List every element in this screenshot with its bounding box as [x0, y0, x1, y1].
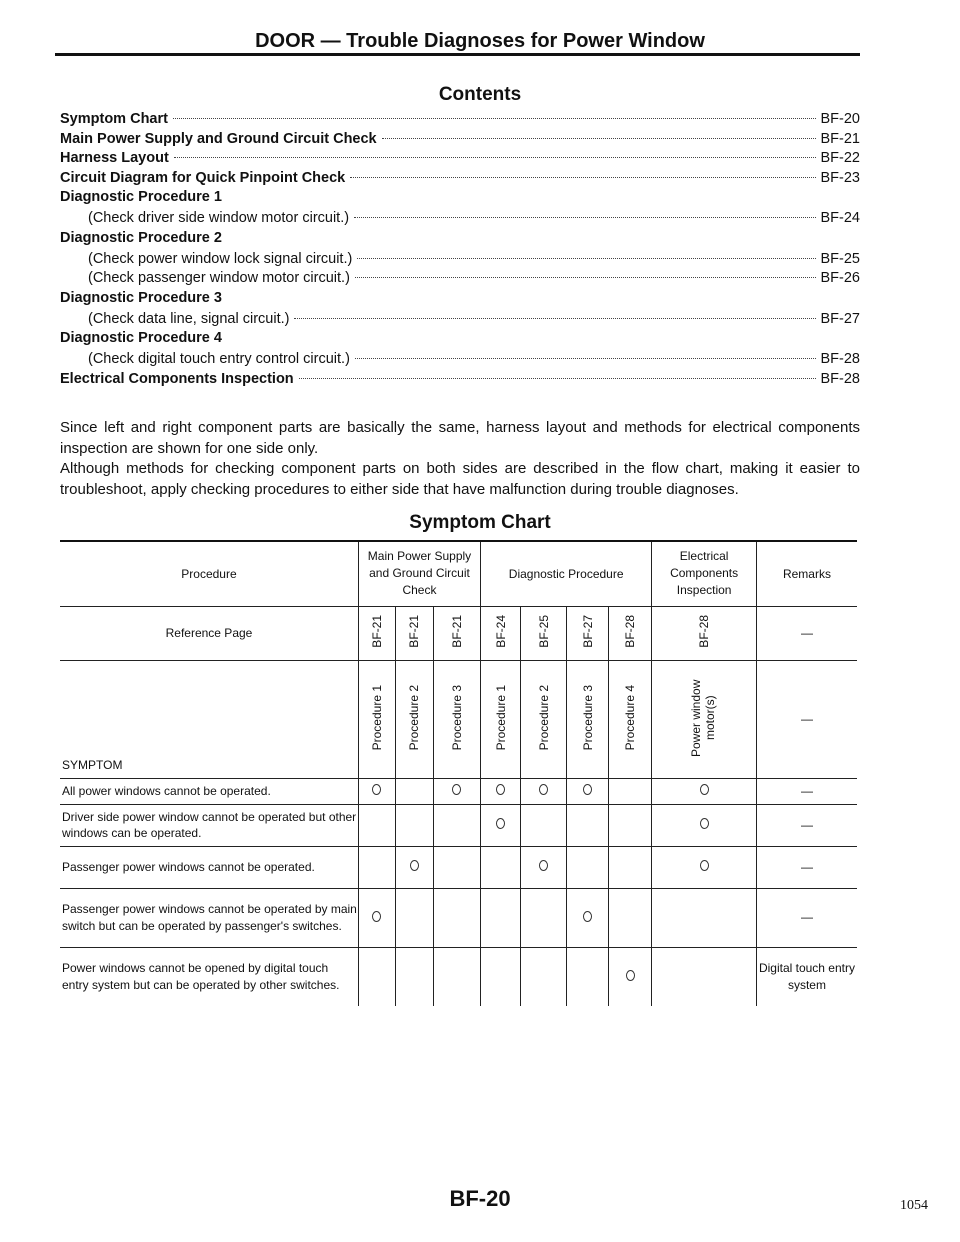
symptom-mark-cell — [652, 804, 757, 846]
toc-heading: Diagnostic Procedure 2 — [60, 229, 222, 246]
toc-entry-label: (Check data line, signal circuit.) — [88, 310, 290, 327]
check-circle-icon — [700, 784, 709, 795]
symptom-mark-cell — [433, 947, 480, 1006]
reference-page-value: BF-21 — [449, 615, 464, 648]
toc-heading: Diagnostic Procedure 3 — [60, 289, 222, 306]
symptom-mark-cell — [358, 947, 395, 1006]
toc-leader-dots — [174, 157, 816, 158]
check-circle-icon — [539, 784, 548, 795]
toc-leader-dots — [173, 118, 816, 119]
toc-leader-dots — [354, 217, 815, 218]
check-circle-icon — [410, 860, 419, 871]
symptom-mark-cell — [567, 888, 609, 947]
toc-entry-label: (Check digital touch entry control circuit.) — [88, 351, 350, 367]
symptom-mark-cell — [481, 846, 521, 888]
intro-paragraph-1: Since left and right component parts are basically the same, harness layout and methods for electrical components inspection are shown for one side only. — [60, 419, 860, 457]
remarks-header: Remarks — [756, 541, 857, 606]
item-remark: — — [756, 660, 857, 778]
reference-page-value: BF-21 — [407, 615, 422, 648]
toc-heading: Diagnostic Procedure 1 — [60, 189, 222, 205]
symptom-mark-cell — [609, 947, 652, 1006]
procedure-item-cell — [652, 660, 757, 778]
toc-entry-page: BF-28 — [820, 370, 860, 387]
electrical-components-header: Electrical Components Inspection — [652, 541, 757, 606]
page-footer-label: BF-20 — [449, 1186, 511, 1211]
main-power-header: Main Power Supply and Ground Circuit Check — [358, 541, 480, 606]
symptom-mark-cell — [567, 846, 609, 888]
symptom-mark-cell — [481, 888, 521, 947]
symptom-mark-cell — [395, 888, 433, 947]
toc-entry[interactable] — [60, 270, 860, 290]
toc-leader-dots — [357, 258, 815, 259]
toc-entry-page: BF-22 — [820, 150, 860, 166]
symptom-mark-cell — [567, 804, 609, 846]
intro-paragraph-2: Although methods for checking component parts on both sides are described in the flow chart, making it easier to troubleshoot, apply checking procedures to either side that have malfunction during trouble diagnoses. — [60, 460, 860, 498]
check-circle-icon — [496, 818, 505, 829]
check-circle-icon — [583, 784, 592, 795]
procedure-item-cell — [609, 660, 652, 778]
toc-entry-page: BF-26 — [820, 270, 860, 286]
symptom-row — [60, 846, 857, 888]
symptom-mark-cell — [609, 804, 652, 846]
toc-leader-dots — [299, 378, 816, 379]
symptom-row — [60, 947, 857, 1006]
reference-page-cell — [395, 606, 433, 660]
procedure-item-label: Procedure 2 — [536, 684, 551, 751]
symptom-item-row — [60, 660, 857, 778]
symptom-label: SYMPTOM — [60, 660, 358, 778]
symptom-row — [60, 778, 857, 804]
symptom-mark-cell — [652, 888, 757, 947]
symptom-remark: — — [756, 846, 857, 888]
symptom-mark-cell — [609, 846, 652, 888]
reference-remark: — — [756, 606, 857, 660]
symptom-mark-cell — [395, 804, 433, 846]
toc-entry-label: Harness Layout — [60, 150, 169, 166]
symptom-description: Passenger power windows cannot be operated. — [60, 846, 358, 888]
procedure-item-label: Power window motor(s) — [689, 678, 718, 757]
symptom-mark-cell — [358, 778, 395, 804]
reference-page-cell — [433, 606, 480, 660]
symptom-mark-cell — [395, 947, 433, 1006]
toc-heading: Diagnostic Procedure 4 — [60, 330, 222, 346]
check-circle-icon — [372, 784, 381, 795]
reference-page-cell — [609, 606, 652, 660]
symptom-description: Passenger power windows cannot be operated by main switch but can be operated by passenger's switches. — [60, 888, 358, 947]
symptom-mark-cell — [481, 778, 521, 804]
symptom-mark-cell — [358, 888, 395, 947]
toc-entry-label: Main Power Supply and Ground Circuit Check — [60, 130, 377, 147]
symptom-mark-cell — [433, 804, 480, 846]
symptom-mark-cell — [652, 778, 757, 804]
symptom-mark-cell — [481, 804, 521, 846]
toc-entry[interactable] — [60, 111, 860, 131]
procedure-item-label: Procedure 3 — [449, 684, 464, 751]
symptom-mark-cell — [358, 804, 395, 846]
procedure-header: Procedure — [60, 541, 358, 606]
chart-header-row — [60, 541, 857, 606]
toc-entry-label: Circuit Diagram for Quick Pinpoint Check — [60, 169, 346, 186]
toc-entry-label: Symptom Chart — [60, 111, 168, 127]
reference-page-value: BF-28 — [697, 615, 712, 648]
symptom-mark-cell — [433, 778, 480, 804]
check-circle-icon — [452, 784, 461, 795]
reference-page-cell — [652, 606, 757, 660]
symptom-mark-cell — [567, 947, 609, 1006]
toc-entry-page: BF-25 — [820, 250, 860, 267]
check-circle-icon — [583, 911, 592, 922]
symptom-remark: — — [756, 804, 857, 846]
symptom-mark-cell — [567, 778, 609, 804]
symptom-description: Power windows cannot be opened by digital touch entry system but can be operated by other switches. — [60, 947, 358, 1006]
symptom-mark-cell — [609, 888, 652, 947]
reference-page-value: BF-25 — [536, 615, 551, 648]
symptom-chart-table — [60, 540, 857, 1006]
symptom-chart-title: Symptom Chart — [409, 512, 551, 533]
symptom-mark-cell — [521, 778, 567, 804]
procedure-item-label: Procedure 3 — [580, 684, 595, 751]
procedure-item-label: Procedure 1 — [369, 684, 384, 751]
symptom-remark: — — [756, 888, 857, 947]
procedure-item-label: Procedure 2 — [407, 684, 422, 751]
page-header-title: DOOR — Trouble Diagnoses for Power Window — [255, 30, 705, 52]
symptom-row — [60, 804, 857, 846]
symptom-remark: Digital touch entry system — [756, 947, 857, 1006]
toc-entry-page: BF-27 — [820, 310, 860, 327]
symptom-mark-cell — [358, 846, 395, 888]
symptom-mark-cell — [395, 846, 433, 888]
symptom-description: Driver side power window cannot be operated but other windows can be operated. — [60, 804, 358, 846]
toc-leader-dots — [382, 138, 816, 139]
symptom-mark-cell — [652, 947, 757, 1006]
toc-entry-label: Electrical Components Inspection — [60, 370, 294, 387]
reference-page-value: BF-21 — [369, 615, 384, 648]
symptom-mark-cell — [433, 888, 480, 947]
symptom-mark-cell — [395, 778, 433, 804]
symptom-mark-cell — [652, 846, 757, 888]
procedure-item-cell — [567, 660, 609, 778]
procedure-item-label: Procedure 4 — [623, 684, 638, 751]
symptom-mark-cell — [481, 947, 521, 1006]
reference-page-value: BF-27 — [580, 615, 595, 648]
reference-page-value: BF-24 — [493, 615, 508, 648]
check-circle-icon — [700, 818, 709, 829]
reference-page-cell — [567, 606, 609, 660]
symptom-row — [60, 888, 857, 947]
procedure-item-cell — [481, 660, 521, 778]
toc-entry-label: (Check driver side window motor circuit.) — [88, 210, 350, 226]
toc-entry[interactable] — [60, 311, 860, 331]
procedure-item-cell — [433, 660, 480, 778]
toc-entry-page: BF-23 — [820, 169, 860, 186]
toc-entry[interactable] — [60, 210, 860, 230]
check-circle-icon — [372, 911, 381, 922]
toc-entry[interactable] — [60, 251, 860, 271]
reference-page-value: BF-28 — [623, 615, 638, 648]
symptom-mark-cell — [521, 947, 567, 1006]
toc-entry-page: BF-28 — [820, 351, 860, 367]
table-of-contents — [60, 111, 860, 390]
intro-text — [60, 418, 860, 500]
toc-entry-label: (Check power window lock signal circuit.) — [88, 250, 353, 267]
toc-entry[interactable] — [60, 371, 860, 391]
reference-page-cell — [481, 606, 521, 660]
toc-entry[interactable] — [60, 131, 860, 151]
reference-page-cell — [521, 606, 567, 660]
procedure-item-cell — [395, 660, 433, 778]
contents-title: Contents — [438, 84, 522, 105]
toc-entry-page: BF-20 — [820, 111, 860, 127]
page-number: 1054 — [900, 1198, 928, 1213]
toc-entry[interactable] — [60, 170, 860, 190]
symptom-mark-cell — [521, 888, 567, 947]
toc-entry[interactable] — [60, 351, 860, 371]
symptom-mark-cell — [433, 846, 480, 888]
check-circle-icon — [700, 860, 709, 871]
procedure-item-label: Procedure 1 — [493, 684, 508, 751]
symptom-mark-cell — [521, 846, 567, 888]
procedure-item-cell — [521, 660, 567, 778]
toc-entry-page: BF-21 — [820, 130, 860, 147]
toc-leader-dots — [350, 177, 815, 178]
symptom-description: All power windows cannot be operated. — [60, 778, 358, 804]
toc-leader-dots — [355, 277, 816, 278]
symptom-mark-cell — [521, 804, 567, 846]
toc-entry-page: BF-24 — [820, 210, 860, 226]
symptom-mark-cell — [609, 778, 652, 804]
check-circle-icon — [539, 860, 548, 871]
diagnostic-procedure-header: Diagnostic Procedure — [481, 541, 652, 606]
procedure-item-cell — [358, 660, 395, 778]
symptom-remark: — — [756, 778, 857, 804]
toc-leader-dots — [294, 318, 815, 319]
reference-page-row — [60, 606, 857, 660]
reference-page-label: Reference Page — [60, 606, 358, 660]
check-circle-icon — [626, 970, 635, 981]
reference-page-cell — [358, 606, 395, 660]
toc-entry[interactable] — [60, 150, 860, 170]
toc-leader-dots — [355, 358, 816, 359]
check-circle-icon — [496, 784, 505, 795]
header-rule — [55, 53, 860, 56]
toc-entry-label: (Check passenger window motor circuit.) — [88, 270, 350, 286]
